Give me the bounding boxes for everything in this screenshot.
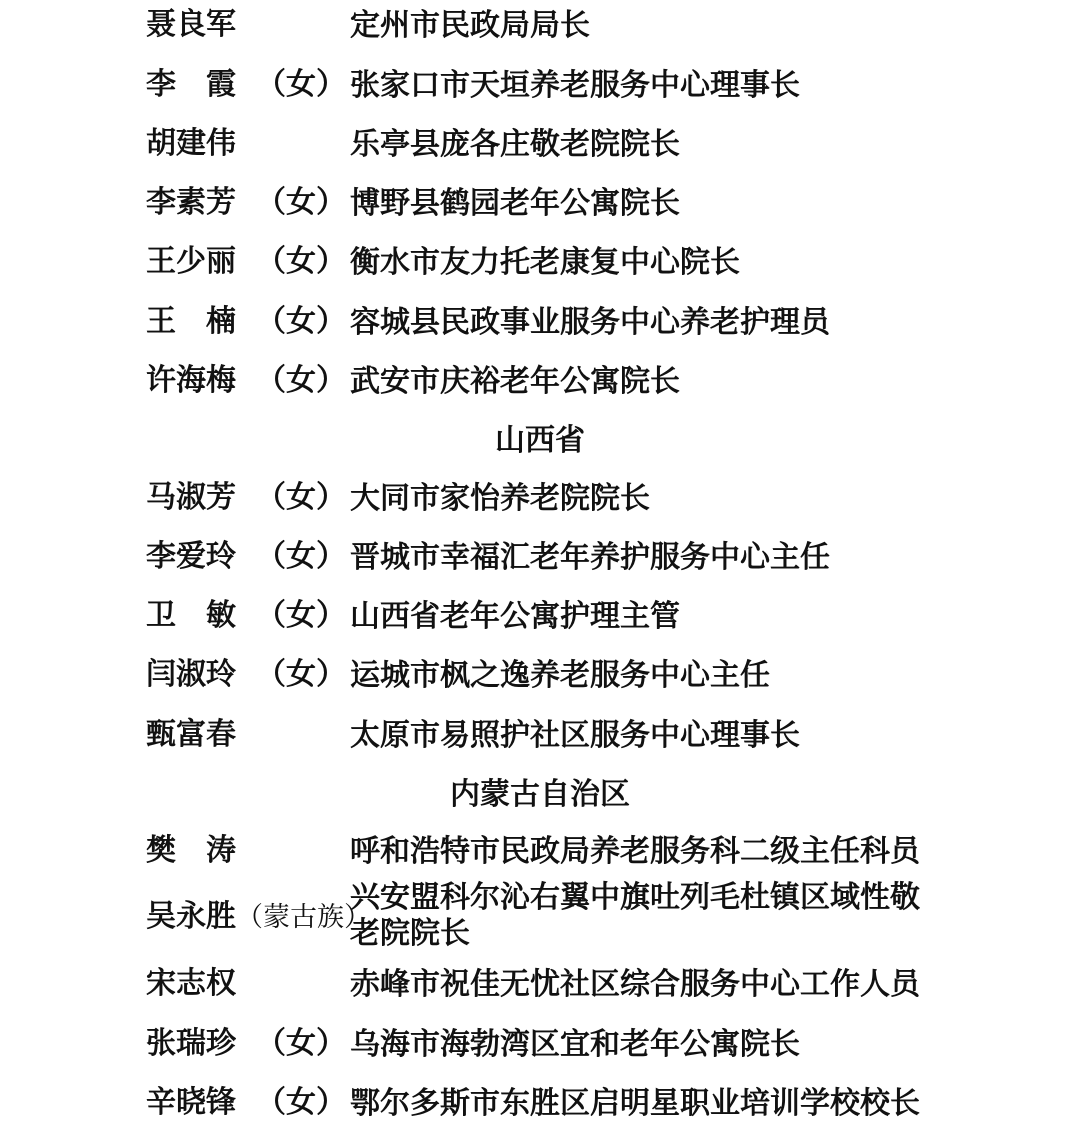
person-role: 博野县鹤园老年公寓院长 xyxy=(350,186,680,221)
person-tag: （女） xyxy=(256,244,346,279)
person-name: 甄富春 xyxy=(146,717,236,752)
person-tag: （女） xyxy=(256,363,346,398)
person-role: 鄂尔多斯市东胜区启明星职业培训学校校长 xyxy=(350,1086,920,1121)
person-role: 太原市易照护社区服务中心理事长 xyxy=(350,718,800,753)
person-role: 大同市家怡养老院院长 xyxy=(350,481,650,516)
person-tag: （女） xyxy=(256,657,346,692)
person-name: 辛晓锋 xyxy=(146,1085,236,1120)
person-tag: （蒙古族） xyxy=(236,902,371,933)
person-role: 乐亭县庞各庄敬老院院长 xyxy=(350,127,680,162)
person-name: 樊 涛 xyxy=(146,833,236,868)
section-heading: 山西省 xyxy=(495,423,585,458)
person-role: 兴安盟科尔沁右翼中旗吐列毛杜镇区域性敬老院院长 xyxy=(350,880,920,951)
person-name: 聂良军 xyxy=(146,7,236,42)
person-tag: （女） xyxy=(256,539,346,574)
section-heading: 内蒙古自治区 xyxy=(450,777,630,812)
person-role: 山西省老年公寓护理主管 xyxy=(350,599,680,634)
person-tag: （女） xyxy=(256,1085,346,1120)
person-name: 卫 敏 xyxy=(146,598,236,633)
person-tag: （女） xyxy=(256,480,346,515)
person-name: 王 楠 xyxy=(146,304,236,339)
person-name: 李 霞 xyxy=(146,67,236,102)
person-name: 许海梅 xyxy=(146,363,236,398)
person-name: 王少丽 xyxy=(146,244,236,279)
person-role: 容城县民政事业服务中心养老护理员 xyxy=(350,305,830,340)
person-name: 胡建伟 xyxy=(146,126,236,161)
person-role: 衡水市友力托老康复中心院长 xyxy=(350,245,740,280)
person-role: 定州市民政局局长 xyxy=(350,8,590,43)
person-name: 闫淑玲 xyxy=(146,657,236,692)
person-tag: （女） xyxy=(256,67,346,102)
person-role: 呼和浩特市民政局养老服务科二级主任科员 xyxy=(350,834,920,869)
person-role: 运城市枫之逸养老服务中心主任 xyxy=(350,658,770,693)
person-name: 宋志权 xyxy=(146,966,236,1001)
person-name: 李素芳 xyxy=(146,185,236,220)
person-name: 李爱玲 xyxy=(146,539,236,574)
person-name: 马淑芳 xyxy=(146,480,236,515)
person-name: 吴永胜 xyxy=(146,899,236,934)
person-role: 晋城市幸福汇老年养护服务中心主任 xyxy=(350,540,830,575)
person-role: 赤峰市祝佳无忧社区综合服务中心工作人员 xyxy=(350,967,920,1002)
person-tag: （女） xyxy=(256,185,346,220)
person-tag: （女） xyxy=(256,1026,346,1061)
person-tag: （女） xyxy=(256,304,346,339)
person-role: 乌海市海勃湾区宜和老年公寓院长 xyxy=(350,1027,800,1062)
person-tag: （女） xyxy=(256,598,346,633)
person-name: 张瑞珍 xyxy=(146,1026,236,1061)
person-role: 武安市庆裕老年公寓院长 xyxy=(350,364,680,399)
person-role: 张家口市天垣养老服务中心理事长 xyxy=(350,68,800,103)
